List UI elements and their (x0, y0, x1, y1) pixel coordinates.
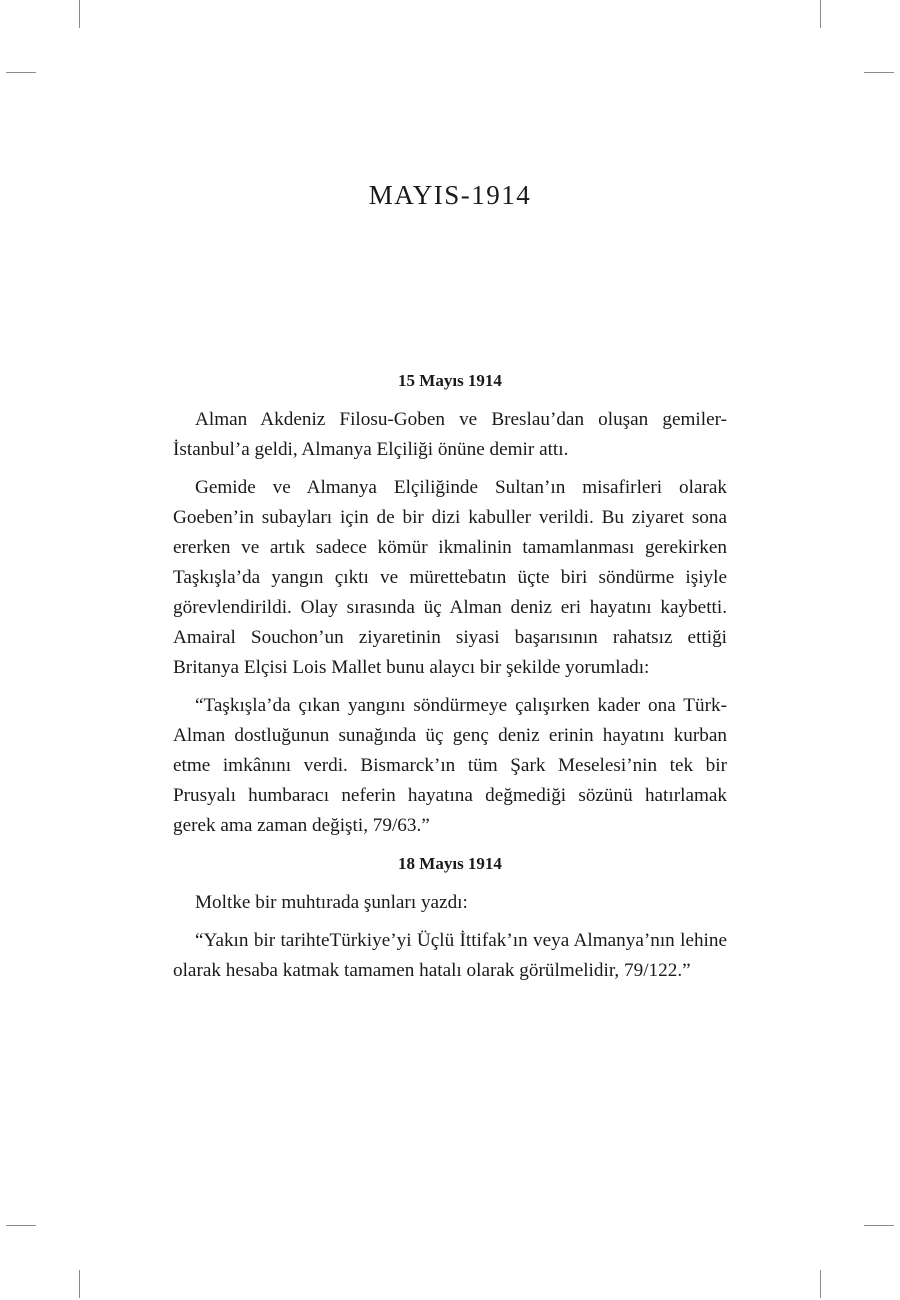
crop-mark-right-bottom (864, 1225, 894, 1226)
quote-paragraph: “Taşkışla’da çıkan yangını söndürmeye çalışırken kader ona Türk-Alman dostluğunun sunağında üç genç deniz erinin hayatını kurban etme imkânını verdi. Bismarck’ın tüm Şark Meselesi’nin tek bir Prusyalı humbaracı neferin hayatına değmediği sözünü hatırlamak gerek ama zaman değişti, 79/63.” (173, 695, 727, 836)
crop-mark-top-left (79, 0, 80, 28)
quote-paragraph: “Yakın bir tarihteTürkiye’yi Üçlü İttifak’ın veya Almanya’nın lehine olarak hesaba katmak tamamen hatalı olarak görülmelidir, 79/122.” (173, 930, 727, 981)
body-text (173, 366, 727, 994)
crop-mark-bottom-right (820, 1270, 821, 1298)
crop-mark-left-top (6, 72, 36, 73)
entry-date: 15 Mayıs 1914 (398, 371, 502, 390)
chapter-title: MAYIS-1914 (368, 180, 532, 210)
crop-mark-right-top (864, 72, 894, 73)
crop-mark-left-bottom (6, 1225, 36, 1226)
paragraph: Gemide ve Almanya Elçiliğinde Sultan’ın misafirleri olarak Goeben’in subayları için de bir dizi kabuller verildi. Bu ziyaret sona ererken ve artık sadece kömür ikmalinin tamamlanması gerekirken Taşkışla’da yangın çıktı ve mürettebatın üçte biri söndürme işiyle görevlendirildi. Olay sırasında üç Alman deniz eri hayatını kaybetti. Amairal Souchon’un ziyaretinin siyasi başarısının rahatsız ettiği Britanya Elçisi Lois Mallet bunu alaycı bir şekilde yorumladı: (173, 477, 727, 678)
paragraph: Moltke bir muhtırada şunları yazdı: (195, 892, 468, 913)
entry-date: 18 Mayıs 1914 (398, 854, 502, 873)
crop-mark-top-right (820, 0, 821, 28)
paragraph: Alman Akdeniz Filosu-Goben ve Breslau’dan oluşan gemiler-İstanbul’a geldi, Almanya Elçiliği önüne demir attı. (173, 409, 727, 460)
crop-mark-bottom-left (79, 1270, 80, 1298)
